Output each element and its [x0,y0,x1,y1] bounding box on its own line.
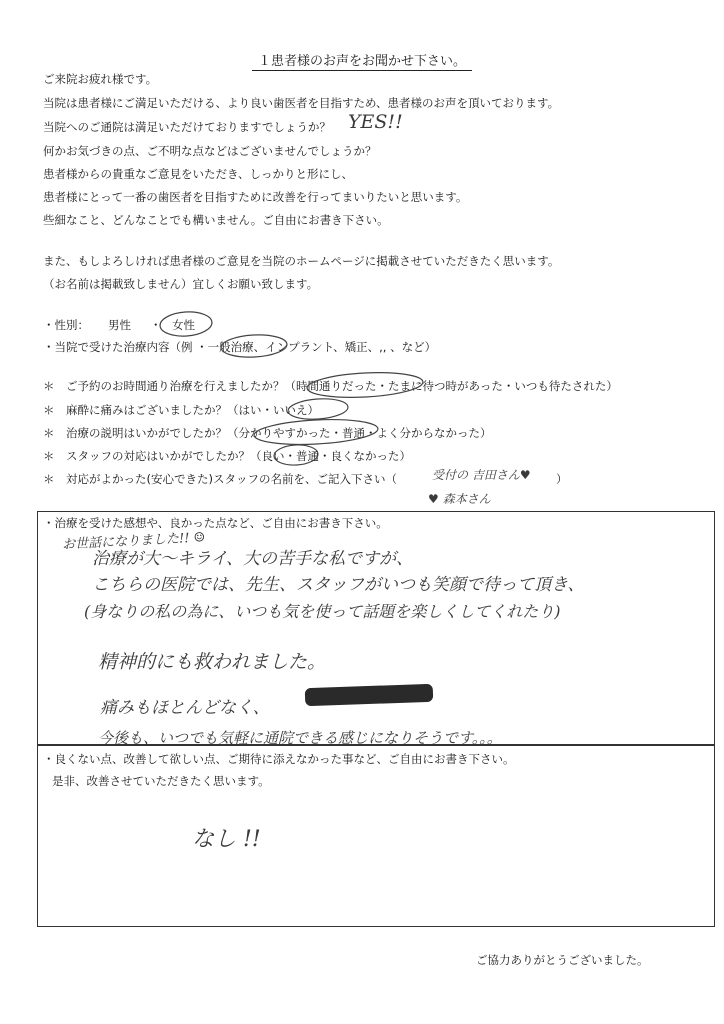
intro-line-4: 何かお気づきの点、ご不明な点などはございませんでしょうか？ [43,144,377,158]
circle-mark-no-pain [287,397,348,421]
handwritten-praise-line-4: (身なりの私の為に、いつも気を使って話題を楽しくしてくれたり) [84,602,561,621]
intro-line-6: 患者様にとって一番の歯医者を目指すために改善を行ってまいりたいと思います。 [43,190,468,204]
handwritten-staff-name-2: ♥ 森本さん [428,492,491,506]
intro-line-3: 当院へのご通院は満足いただけておりますでしょうか？ [43,120,331,134]
gender-separator: ・ [150,318,162,332]
gender-option-male: 男性 [108,318,131,332]
question-star-3: ＊ [43,426,55,440]
footer-thanks: ご協力ありがとうございました。 [476,953,649,967]
intro-line-1: ご来院お疲れ様です。 [43,72,158,86]
handwritten-praise-line-3: こちらの医院では、先生、スタッフがいつも笑顔で待って頂き、 [92,575,585,595]
consent-line-1: また、もしよろしければ患者様のご意見を当院のホームページに掲載させていただきたく思います。 [43,254,560,268]
circle-mark-general-treatment [220,333,287,358]
question-staff-response: スタッフの対応はいかがでしたか？（良い・普通・良くなかった） [66,449,411,463]
question-timing: ご予約のお時間通り治療を行えましたか？（時間通りだった・たまに待つ時があった・いつも待たされた） [66,379,618,393]
consent-line-2: （お名前は掲載致しません）宜しくお願い致します。 [43,277,319,291]
question-star-1: ＊ [43,379,55,393]
handwritten-praise-line-7: 今後も、いつでも気軽に通院できる感じになりそうです。。。 [98,729,502,747]
handwritten-praise-line-6: 痛みもほとんどなく、 [100,698,270,718]
improvement-box[interactable] [37,744,715,927]
intro-line-7: 些細なこと、どんなことでも構いません。ご自由にお書き下さい。 [43,213,389,227]
question-staff-name-close: ） [556,472,568,486]
page-title-text: １患者様のお声をお聞かせ下さい。 [252,54,472,71]
intro-line-5: 患者様からの貴重なご意見をいただき、しっかりと形にし、 [43,167,354,181]
handwritten-praise-line-1: お世話になりました!! ☺ [61,530,206,553]
treatment-content-line: ・当院で受けた治療内容（例 ・一般治療、インプラント、矯正、,, 、など） [43,340,437,354]
question-star-4: ＊ [43,449,55,463]
handwritten-staff-name-1: 受付の 吉田さん♥ [432,468,531,482]
circle-mark-easy-to-understand [253,417,378,447]
question-star-2: ＊ [43,403,55,417]
question-anesthesia: 麻酔に痛みはございましたか？（はい・いいえ） [66,403,319,417]
handwritten-praise-line-2: 治療が大～キライ、大の苦手な私ですが、 [92,549,413,569]
handwritten-yes: YES!! [348,111,403,133]
question-star-5: ＊ [43,472,55,486]
impressions-box-title: ・治療を受けた感想や、良かった点など、ご自由にお書き下さい。 [43,516,388,530]
gender-label: ・性別： [43,318,89,332]
improvement-box-subtitle: 是非、改善させていただきたく思います。 [52,774,270,788]
improvement-box-title: ・良くない点、改善して欲しい点、ご期待に添えなかった事など、ご自由にお書き下さい。 [43,752,515,766]
intro-line-2: 当院は患者様にご満足いただける、より良い歯医者を目指すため、患者様のお声を頂いております。 [43,96,560,110]
circle-mark-on-time [306,370,423,400]
circle-mark-good [274,444,319,466]
gender-option-female: 女性 [172,318,195,332]
question-staff-name: 対応がよかった(安心できた)スタッフの名前を、ご記入下さい（ [66,472,397,486]
question-explanation: 治療の説明はいかがでしたか？（分かりやすかった・普通・よく分からなかった） [66,426,492,440]
circle-mark-female [159,310,213,338]
handwritten-praise-line-5: 精神的にも救われました。 [98,651,327,673]
handwritten-none: なし !! [192,827,261,852]
